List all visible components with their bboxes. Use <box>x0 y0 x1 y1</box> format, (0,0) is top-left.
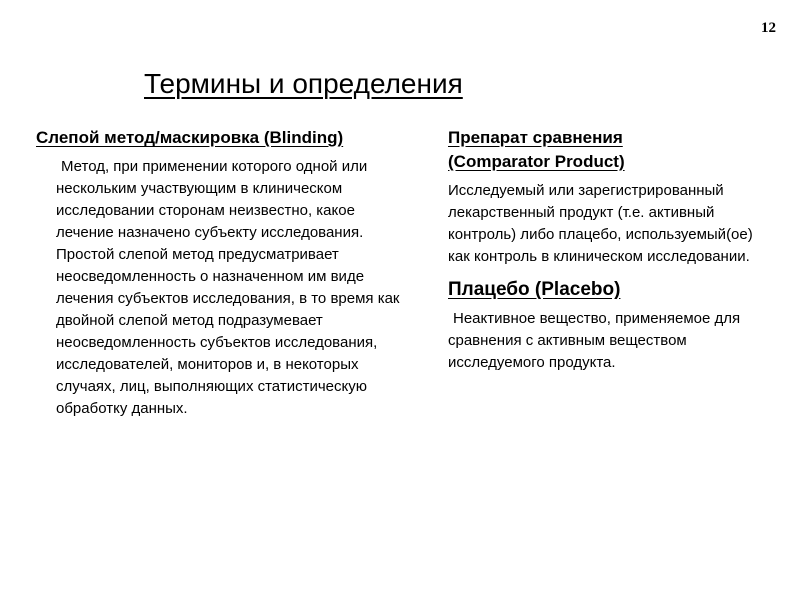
placebo-definition <box>448 308 778 374</box>
comparator-definition: Исследуемый или зарегистрированный лекарственный продукт (т.е. активный контроль) либо плацебо, используемый(ое) как контроль в клиническом исследовании. <box>448 182 753 265</box>
terms-right-column <box>448 126 778 374</box>
page-number: 12 <box>761 20 776 36</box>
placebo-heading: Плацебо (Placebo) <box>448 279 621 300</box>
blinding-section <box>36 126 416 420</box>
blinding-definition <box>36 156 401 420</box>
page-title: Термины и определения <box>144 68 463 99</box>
blinding-definition-text: Метод, при применении которого одной или нескольким участвующим в клиническом исследовании сторонам неизвестно, какое лечение назначено субъекту исследования. Простой слепой метод предусматривает неосведомленность о назначенном им виде лечения субъектов исследования, в то время как двойной слепой метод подразумевает неосведомленность субъектов исследования, исследователей, мониторов и, в некоторых случаях, лиц, выполняющих статистическую обработку данных. <box>56 158 400 417</box>
comparator-section <box>448 126 778 268</box>
blinding-heading: Слепой метод/маскировка (Blinding) <box>36 128 344 147</box>
placebo-definition-text: Неактивное вещество, применяемое для сравнения с активным веществом исследуемого продукта. <box>448 310 741 371</box>
comparator-heading-line1: Препарат сравнения <box>448 128 623 147</box>
placebo-section <box>448 278 778 374</box>
comparator-heading-line2: (Comparator Product) <box>448 152 625 171</box>
